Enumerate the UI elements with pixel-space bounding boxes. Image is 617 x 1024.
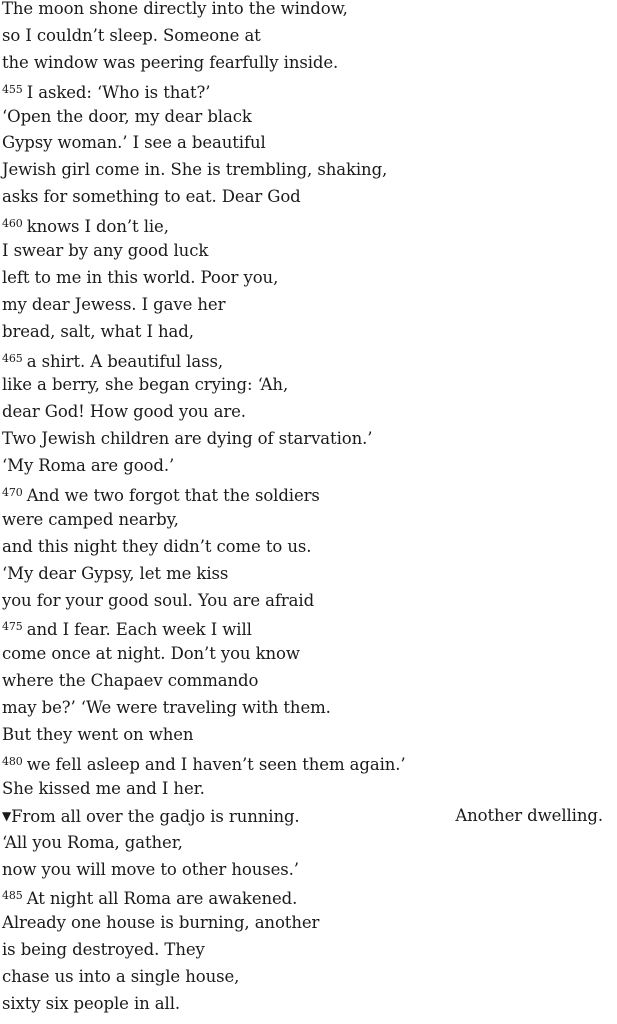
line-text: I asked: ‘Who is that?’	[26, 82, 211, 102]
poem-line	[2, 480, 442, 507]
line-text: come once at night. Don’t you know	[2, 644, 300, 664]
line-text: bread, salt, what I had,	[2, 321, 194, 341]
line-text: you for your good soul. You are afraid	[2, 590, 315, 610]
line-text: and I fear. Each week I will	[26, 620, 252, 640]
poem-line	[2, 372, 442, 399]
line-text: is being destroyed. They	[2, 940, 205, 960]
poem-line	[2, 534, 442, 561]
poem-line	[2, 104, 442, 131]
poem-text	[2, 0, 442, 1018]
line-text: asks for something to eat. Dear God	[2, 187, 301, 207]
poem-line	[2, 588, 442, 615]
line-text: like a berry, she began crying: ‘Ah,	[2, 375, 289, 395]
poem-line	[2, 695, 442, 722]
line-text: sixty six people in all.	[2, 993, 181, 1013]
line-number: 460	[2, 217, 23, 231]
line-text: ‘Open the door, my dear black	[2, 106, 252, 126]
line-text: the window was peering fearfully inside.	[2, 52, 339, 72]
poem-line	[2, 561, 442, 588]
poem-line	[2, 211, 442, 238]
line-text: Already one house is burning, another	[2, 913, 320, 933]
line-text: Jewish girl come in. She is trembling, shaking,	[2, 160, 388, 180]
line-number: 465	[2, 351, 23, 365]
line-text: my dear Jewess. I gave her	[2, 294, 226, 314]
poem-line	[2, 991, 442, 1018]
poem-line	[2, 910, 442, 937]
line-number: 485	[2, 889, 23, 903]
section-marker-icon: ▼	[2, 808, 12, 823]
line-text: dear God! How good you are.	[2, 402, 246, 422]
line-text: so I couldn’t sleep. Someone at	[2, 25, 261, 45]
line-text: But they went on when	[2, 725, 194, 745]
line-text: ‘My dear Gypsy, let me kiss	[2, 563, 229, 583]
line-text: a shirt. A beautiful lass,	[26, 351, 223, 371]
poem-line	[2, 803, 442, 830]
poem-line	[2, 749, 442, 776]
poem-line	[2, 964, 442, 991]
line-text: The moon shone directly into the window,	[2, 0, 348, 18]
line-text: where the Chapaev commando	[2, 671, 259, 691]
line-text: left to me in this world. Poor you,	[2, 267, 279, 287]
line-number: 470	[2, 486, 23, 500]
margin-note: Another dwelling.	[455, 806, 603, 825]
poem-line	[2, 184, 442, 211]
line-text: we fell asleep and I haven’t seen them again.’	[26, 754, 406, 774]
poem-line	[2, 453, 442, 480]
line-text: And we two forgot that the soldiers	[26, 486, 320, 506]
poem-line	[2, 614, 442, 641]
poem-line	[2, 157, 442, 184]
line-text: ‘All you Roma, gather,	[2, 832, 183, 852]
poem-line	[2, 50, 442, 77]
poem-line	[2, 265, 442, 292]
line-text: Two Jewish children are dying of starvation.’	[2, 429, 373, 449]
poem-line	[2, 77, 442, 104]
poem-line	[2, 722, 442, 749]
line-text: ‘My Roma are good.’	[2, 456, 175, 476]
poem-line	[2, 426, 442, 453]
line-text: chase us into a single house,	[2, 967, 240, 987]
poem-line	[2, 857, 442, 884]
poem-line	[2, 641, 442, 668]
line-number: 455	[2, 82, 23, 96]
line-number: 475	[2, 620, 23, 634]
poem-line	[2, 346, 442, 373]
poem-line	[2, 130, 442, 157]
poem-line	[2, 319, 442, 346]
line-number: 480	[2, 754, 23, 768]
poem-line	[2, 0, 442, 23]
poem-line	[2, 776, 442, 803]
poem-line	[2, 937, 442, 964]
poem-line	[2, 507, 442, 534]
line-text: knows I don’t lie,	[26, 217, 169, 237]
poem-line	[2, 668, 442, 695]
line-text: At night all Roma are awakened.	[26, 889, 298, 909]
poem-line	[2, 292, 442, 319]
poem-line	[2, 399, 442, 426]
line-text: may be?’ ‘We were traveling with them.	[2, 698, 331, 718]
line-text: now you will move to other houses.’	[2, 859, 299, 879]
line-text: Gypsy woman.’ I see a beautiful	[2, 133, 266, 153]
poem-line	[2, 23, 442, 50]
line-text: were camped nearby,	[2, 509, 179, 529]
line-text: and this night they didn’t come to us.	[2, 536, 312, 556]
line-text: I swear by any good luck	[2, 241, 209, 261]
line-text: From all over the gadjo is running.	[11, 806, 300, 826]
poem-line	[2, 883, 442, 910]
poem-line	[2, 238, 442, 265]
poem-line	[2, 830, 442, 857]
line-text: She kissed me and I her.	[2, 778, 205, 798]
